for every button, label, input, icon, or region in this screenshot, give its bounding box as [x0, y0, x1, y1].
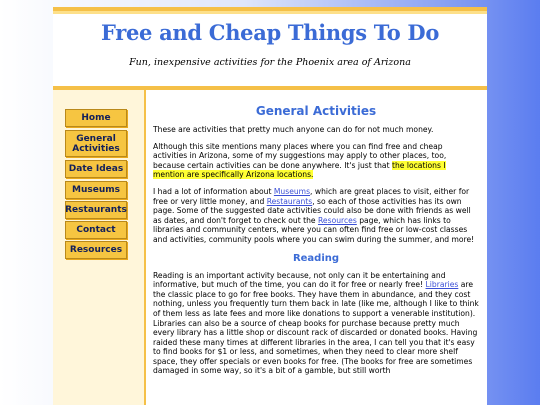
nav-item-museums[interactable]: Museums	[65, 181, 127, 199]
nav-item-restaurants[interactable]: Restaurants	[65, 201, 127, 219]
info-text-d: page, which has links to libraries and community centers, where you can often find free or low-cost classes and activities, community pools where you can swim during the summer, and more!	[153, 215, 475, 244]
section-heading-reading: Reading	[292, 252, 340, 264]
site-title[interactable]: Free and Cheap Things To Do	[100, 20, 440, 45]
nav-item-contact[interactable]: Contact	[65, 221, 127, 239]
nav-item-home[interactable]: Home	[65, 109, 127, 127]
sidebar-nav	[53, 90, 145, 405]
site-subtitle: Fun, inexpensive activities for the Phoenix area of Arizona	[129, 57, 411, 68]
highlighted-text: the locations I mention are specifically Arizona locations.	[153, 160, 446, 180]
info-text-b: , which are great places to visit, either for free or very little money, and	[153, 186, 470, 206]
nav-item-date-ideas[interactable]: Date Ideas	[65, 160, 127, 178]
intro-paragraph: These are activities that pretty much anyone can do for not much money.	[153, 125, 434, 134]
arizona-text: Although this site mentions many places where you can find free and cheap activities in Arizona, some of my suggestions may apply to other places, too, because certain activities can be done anywhere. It's just that	[153, 141, 447, 170]
reading-text-a: Reading is an important activity because, not only can it be entertaining and informative, but much of the time, you can do it for free or nearly free!	[153, 270, 446, 290]
nav-divider	[144, 90, 146, 405]
restaurants-link[interactable]: Restaurants	[266, 196, 313, 206]
reading-paragraph	[153, 271, 479, 377]
nav-item-resources[interactable]: Resources	[65, 241, 127, 259]
libraries-link[interactable]: Libraries	[425, 280, 459, 290]
site-header	[53, 7, 487, 90]
museums-link[interactable]: Museums	[273, 186, 311, 196]
resources-link[interactable]: Resources	[318, 215, 357, 225]
info-text-a: I had a lot of information about	[153, 186, 274, 196]
page-heading: General Activities	[255, 104, 377, 118]
nav-item-general-activities[interactable]: General Activities	[65, 130, 127, 157]
reading-text-b: are the classic place to go for free books. They have them in abundance, and they cost nothing, unless you frequently turn them back in late (like me, although I like to think of them less as late fees and more like donations to support a venerable institution). Libraries can also be a source of cheap books for purchase because pretty much every library has a little shop or discount rack of discarded or donated books. Having raided these many times at different libraries in the area, I can tell you that it's easy to find books for $1 or less, and sometimes, when they need to clear more shelf space, they offer specials or even books for free. (The books for free are sometimes damaged in some way, so it's a bit of a gamble, but still worth	[153, 280, 479, 376]
arizona-paragraph	[153, 142, 479, 180]
page-container	[53, 7, 487, 405]
main-content	[153, 103, 479, 405]
info-text-c: , so each of those activities has its own page. Some of the suggested date activities could also be done with friends as well as dates, and don't forget to check out the	[153, 196, 471, 225]
info-paragraph	[153, 187, 479, 245]
